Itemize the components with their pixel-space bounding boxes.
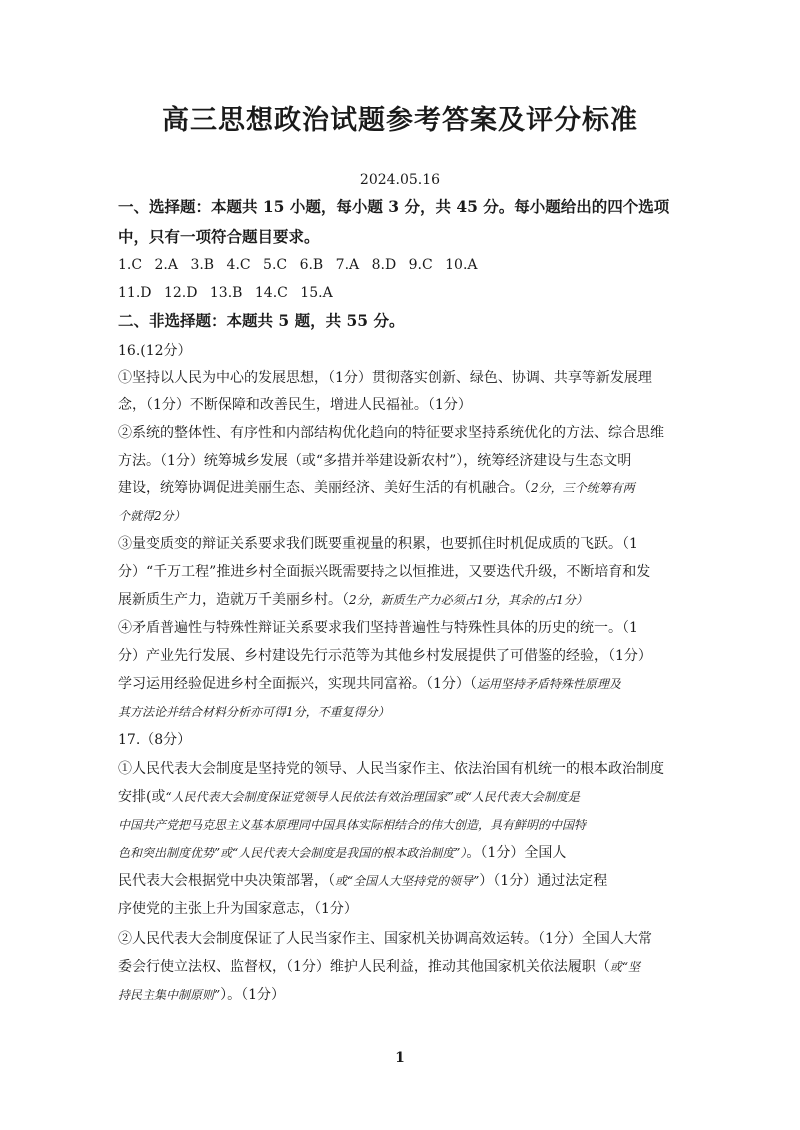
- q17-p1-note1: “人民代表大会制度保证党领导人民依法有效治理国家”或“人民代表大会制度是: [165, 790, 580, 804]
- q16-p1-line2: 念，（1分）不断保障和改善民生，增进人民福祉。（1分）: [118, 397, 472, 413]
- q17-p2-note1: 或“坚: [609, 960, 641, 974]
- q16-p3-line1: ③量变质变的辩证关系要求我们既要重视量的积累，也要抓住时机促成质的飞跃。（1: [118, 536, 638, 552]
- q17-p1-line4-text: 。（1分）全国人: [466, 845, 567, 861]
- q17-p1-line3: 中国共产党把马克思主义基本原理同中国具体实际相结合的伟大创造，具有鲜明的中国特: [118, 818, 587, 832]
- page-title: 高三思想政治试题参考答案及评分标准: [162, 105, 638, 136]
- q17-p2-line1: ②人民代表大会制度保证了人民当家作主、国家机关协调高效运转。（1分）全国人大常: [118, 931, 652, 947]
- q16-p3-line3-text: 展新质生产力，造就万千美丽乡村。（: [118, 592, 349, 608]
- q16-p3-line3: [118, 590, 698, 610]
- q16-p3-note: 2分，新质生产力必须占1分，其余的占1分）: [349, 593, 588, 607]
- q16-p4-line3-text: 学习运用经验促进乡村全面振兴，实现共同富裕。（1分）（: [118, 676, 477, 692]
- q17-p1-line5: [118, 871, 698, 891]
- q17-p1-line2-text: 安排(或: [118, 789, 166, 805]
- q16-p4-line2: 分）产业先行发展、乡村建设先行示范等为其他乡村发展提供了可借鉴的经验，（1分）: [118, 648, 652, 664]
- section1-heading-line2: 中，只有一项符合题目要求。: [118, 227, 320, 246]
- q16-p4-note: 运用坚持矛盾特殊性原理及: [476, 677, 621, 691]
- q17-p1-line5-text-c: ）（1分）通过法定程: [479, 873, 608, 889]
- q16-p2-line4: 个就得2分）: [118, 509, 186, 523]
- q17-p2-line3-text: ）。（1分）: [220, 987, 286, 1003]
- q17-p1-line4: [118, 843, 698, 863]
- q16-header: 16.(12分）: [118, 343, 192, 359]
- section2-heading: 二、非选择题：本题共 5 题，共 55 分。: [118, 311, 405, 330]
- q16-p2-note: 2分，三个统筹有两: [531, 481, 635, 495]
- answers-row-2: 11.D 12.D 13.B 14.C 15.A: [118, 285, 333, 301]
- answers-row-1: 1.C 2.A 3.B 4.C 5.C 6.B 7.A 8.D 9.C 10.A: [118, 257, 478, 273]
- q16-p2-line1: ②系统的整体性、有序性和内部结构优化趋向的特征要求坚持系统优化的方法、综合思维: [118, 425, 664, 441]
- q17-p1-line5-text-a: 民代表大会根据党中央决策部署，（: [118, 873, 335, 889]
- q17-p1-note2: 色和突出制度优势”或“人民代表大会制度是我国的根本政治制度”）: [118, 846, 467, 860]
- q16-p4-line1: ④矛盾普遍性与特殊性辩证关系要求我们坚持普遍性与特殊性具体的历史的统一。（1: [118, 620, 638, 636]
- q16-p2-line3: [118, 478, 698, 498]
- section1-heading-line1: 一、选择题：本题共 15 小题，每小题 3 分，共 45 分。每小题给出的四个选项: [118, 197, 670, 216]
- q17-header: 17.（8分）: [118, 732, 192, 748]
- q16-p1-line1: ①坚持以人民为中心的发展思想，（1分）贯彻落实创新、绿色、协调、共享等新发展理: [118, 370, 652, 386]
- q17-p2-line2-text: 委会行使立法权、监督权，（1分）维护人民利益，推动其他国家机关依法履职（: [118, 959, 610, 975]
- exam-date: 2024.05.16: [359, 172, 441, 188]
- q16-p4-line3: [118, 674, 698, 694]
- q17-p2-line3: [118, 985, 698, 1005]
- q17-p1-line1: ①人民代表大会制度是坚持党的领导、人民当家作主、依法治国有机统一的根本政治制度: [118, 761, 664, 777]
- q17-p1-line2: [118, 787, 698, 807]
- q17-p1-line6: 序使党的主张上升为国家意志，（1分）: [118, 901, 358, 917]
- q16-p2-line3-text: 建设，统筹协调促进美丽生态、美丽经济、美好生活的有机融合。（: [118, 480, 531, 496]
- q16-p3-line2: 分）“千万工程”推进乡村全面振兴既需要持之以恒推进，又要迭代升级，不断培育和发: [118, 564, 651, 580]
- q16-p4-line4: 其方法论并结合材料分析亦可得1分，不重复得分）: [118, 705, 390, 719]
- q17-p2-line2: [118, 957, 698, 977]
- page-number: 1: [395, 1050, 405, 1066]
- q17-p1-note3: 或“全国人大坚持党的领导”: [335, 874, 480, 888]
- q17-p2-note2: 持民主集中制原则”: [118, 988, 221, 1002]
- q16-p2-line2: 方法。（1分）统筹城乡发展（或“多措并举建设新农村”），统筹经济建设与生态文明: [118, 453, 632, 469]
